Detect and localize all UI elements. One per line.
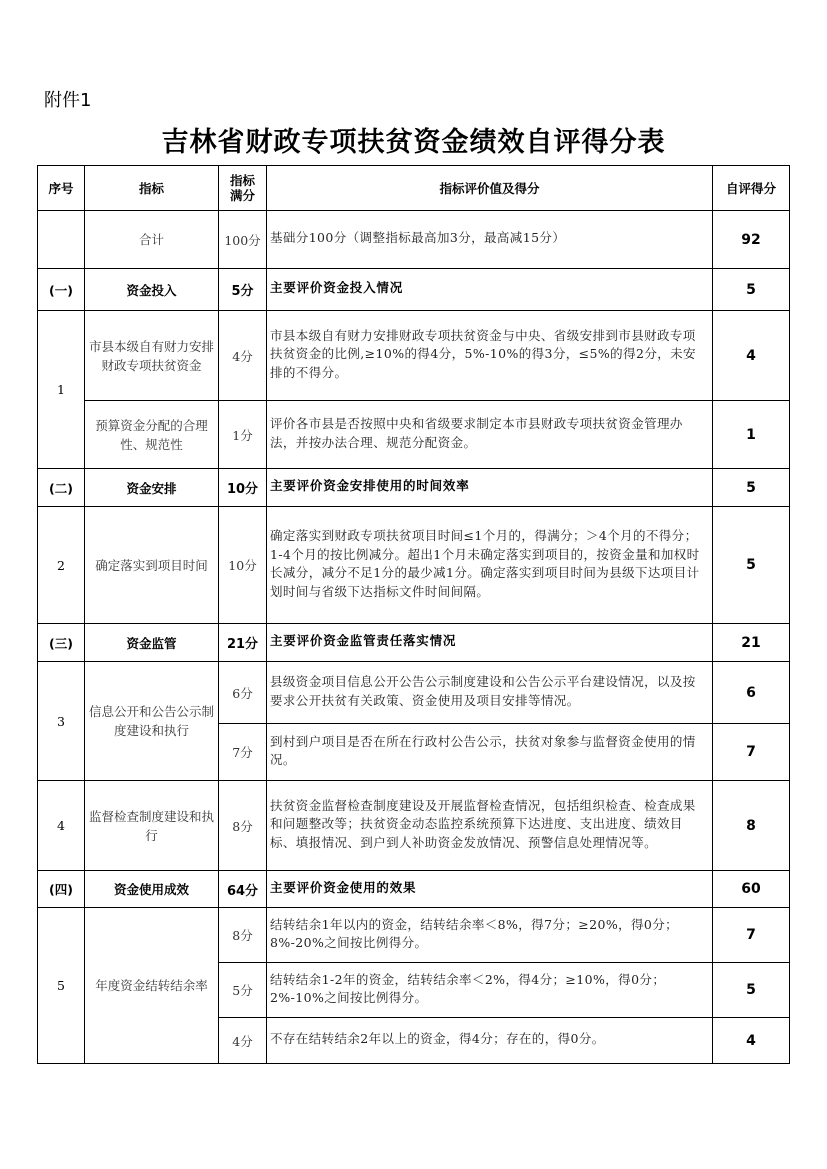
section-row: [38, 469, 790, 507]
section-score: 21: [713, 624, 790, 662]
item-full: 4分: [219, 311, 267, 401]
item-full: 7分: [219, 724, 267, 781]
annex-label: 附件1: [44, 90, 92, 111]
section-seq: (一): [38, 269, 85, 311]
item-score: 4: [713, 1018, 790, 1064]
section-seq: (二): [38, 469, 85, 507]
section-name: 资金监管: [85, 624, 219, 662]
section-full: 10分: [219, 469, 267, 507]
header-full-score: 指标 满分: [219, 166, 267, 211]
item-score: 6: [713, 662, 790, 724]
item-row: [38, 662, 790, 724]
item-score: 7: [713, 908, 790, 963]
total-row: [38, 211, 790, 269]
header-self-score: 自评得分: [713, 166, 790, 211]
section-seq: (四): [38, 871, 85, 908]
item-seq: 3: [38, 662, 85, 781]
item-score: 5: [713, 507, 790, 624]
item-score: 8: [713, 781, 790, 871]
header-seq: 序号: [38, 166, 85, 211]
item-desc: 扶贫资金监督检查制度建设及开展监督检查情况，包括组织检查、检查成果和问题整改等；扶贫资金动态监控系统预算下达进度、支出进度、绩效目标、填报情况、到户到人补助资金发放情况、预警信息处理情况等。: [267, 781, 713, 871]
item-name: 确定落实到项目时间: [85, 507, 219, 624]
section-row: [38, 269, 790, 311]
item-seq: 5: [38, 908, 85, 1064]
section-score: 5: [713, 269, 790, 311]
item-desc: 县级资金项目信息公开公告公示制度建设和公告公示平台建设情况，以及按要求公开扶贫有关政策、资金使用及项目安排等情况。: [267, 662, 713, 724]
total-score: 92: [713, 211, 790, 269]
item-desc: 确定落实到财政专项扶贫项目时间≤1个月的，得满分；＞4个月的不得分；1-4个月的按比例减分。超出1个月未确定落实到项目的，按资金量和加权时长减分，减分不足1分的最少减1分。确定落实到项目时间为县级下达项目计划时间与省级下达指标文件时间间隔。: [267, 507, 713, 624]
header-row: [38, 166, 790, 211]
item-desc: 结转结余1年以内的资金，结转结余率＜8%，得7分；≥20%，得0分；8%-20%之间按比例得分。: [267, 908, 713, 963]
section-row: [38, 624, 790, 662]
total-desc: 基础分100分（调整指标最高加3分，最高减15分）: [267, 211, 713, 269]
total-full: 100分: [219, 211, 267, 269]
section-name: 资金投入: [85, 269, 219, 311]
item-full: 8分: [219, 781, 267, 871]
item-full: 6分: [219, 662, 267, 724]
section-full: 21分: [219, 624, 267, 662]
item-row: [38, 311, 790, 401]
section-full: 5分: [219, 269, 267, 311]
section-seq: (三): [38, 624, 85, 662]
section-full: 64分: [219, 871, 267, 908]
item-score: 5: [713, 963, 790, 1018]
item-row: [38, 908, 790, 963]
item-name: 信息公开和公告公示制度建设和执行: [85, 662, 219, 781]
item-full: 10分: [219, 507, 267, 624]
total-label: 合计: [85, 211, 219, 269]
section-desc: 主要评价资金安排使用的时间效率: [267, 469, 713, 507]
item-score: 1: [713, 401, 790, 469]
section-score: 60: [713, 871, 790, 908]
item-desc: 到村到户项目是否在所在行政村公告公示，扶贫对象参与监督资金使用的情况。: [267, 724, 713, 781]
item-score: 7: [713, 724, 790, 781]
header-indicator: 指标: [85, 166, 219, 211]
total-seq: [38, 211, 85, 269]
section-desc: 主要评价资金投入情况: [267, 269, 713, 311]
section-name: 资金使用成效: [85, 871, 219, 908]
item-name: 年度资金结转结余率: [85, 908, 219, 1064]
item-row: [38, 781, 790, 871]
item-name: 预算资金分配的合理性、规范性: [85, 401, 219, 469]
item-seq: 1: [38, 311, 85, 469]
item-row: [38, 401, 790, 469]
section-desc: 主要评价资金监管责任落实情况: [267, 624, 713, 662]
item-seq: 2: [38, 507, 85, 624]
section-name: 资金安排: [85, 469, 219, 507]
item-desc: 结转结余1-2年的资金，结转结余率＜2%，得4分；≥10%，得0分；2%-10%之间按比例得分。: [267, 963, 713, 1018]
page-title: 吉林省财政专项扶贫资金绩效自评得分表: [161, 127, 666, 158]
section-score: 5: [713, 469, 790, 507]
item-full: 5分: [219, 963, 267, 1018]
item-name: 市县本级自有财力安排财政专项扶贫资金: [85, 311, 219, 401]
item-full: 4分: [219, 1018, 267, 1064]
item-full: 1分: [219, 401, 267, 469]
score-table: [37, 165, 790, 1064]
item-desc: 评价各市县是否按照中央和省级要求制定本市县财政专项扶贫资金管理办法，并按办法合理、规范分配资金。: [267, 401, 713, 469]
item-row: [38, 507, 790, 624]
item-name: 监督检查制度建设和执行: [85, 781, 219, 871]
item-desc: 市县本级自有财力安排财政专项扶贫资金与中央、省级安排到市县财政专项扶贫资金的比例,≥10%的得4分，5%-10%的得3分，≤5%的得2分，未安排的不得分。: [267, 311, 713, 401]
item-full: 8分: [219, 908, 267, 963]
item-desc: 不存在结转结余2年以上的资金，得4分；存在的，得0分。: [267, 1018, 713, 1064]
item-seq: 4: [38, 781, 85, 871]
item-score: 4: [713, 311, 790, 401]
header-criteria: 指标评价值及得分: [267, 166, 713, 211]
section-desc: 主要评价资金使用的效果: [267, 871, 713, 908]
section-row: [38, 871, 790, 908]
